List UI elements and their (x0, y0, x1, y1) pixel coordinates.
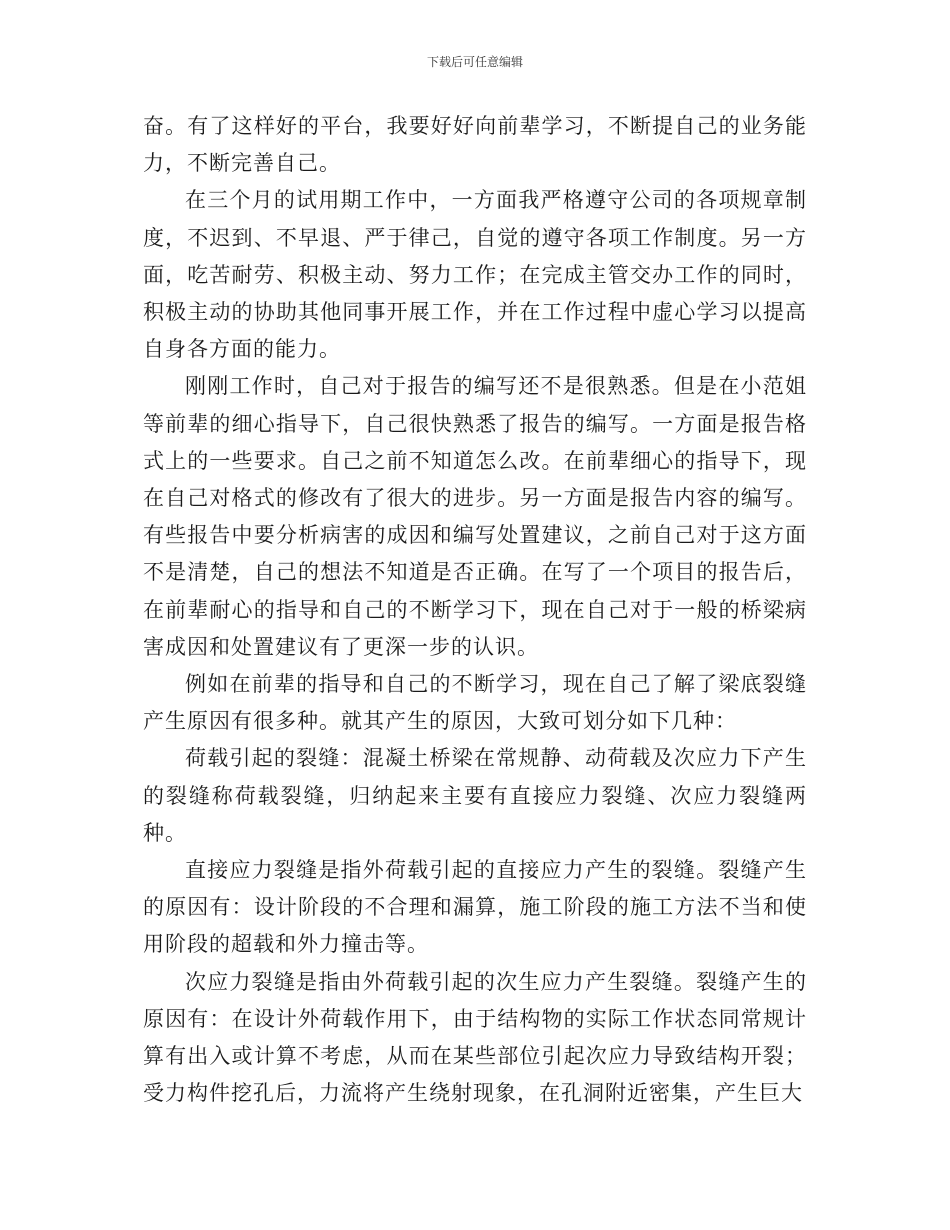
paragraph-secondary-stress-cracks: 次应力裂缝是指由外荷载引起的次生应力产生裂缝。裂缝产生的原因有：在设计外荷载作用下，由于结构物的实际工作状态同常规计算有出入或计算不考虑，从而在某些部位引起次应力导致结构开裂；受力构件挖孔后，力流将产生绕射现象，在孔洞附近密集，产生巨大 (143, 969, 807, 1106)
paragraph-report-writing: 刚刚工作时，自己对于报告的编写还不是很熟悉。但是在小范姐等前辈的细心指导下，自己很快熟悉了报告的编写。一方面是报告格式上的一些要求。自己之前不知道怎么改。在前辈细心的指导下，现在自己对格式的修改有了很大的进步。另一方面是报告内容的编写。有些报告中要分析病害的成因和编写处置建议，之前自己对于这方面不是清楚，自己的想法不知道是否正确。在写了一个项目的报告后，在前辈耐心的指导和自己的不断学习下，现在自己对于一般的桥梁病害成因和处置建议有了更深一步的认识。 (143, 374, 807, 659)
paragraph-probation-work: 在三个月的试用期工作中，一方面我严格遵守公司的各项规章制度，不迟到、不早退、严于律己，自觉的遵守各项工作制度。另一方面，吃苦耐劳、积极主动、努力工作；在完成主管交办工作的同时，积极主动的协助其他同事开展工作，并在工作过程中虚心学习以提高自身各方面的能力。 (143, 188, 807, 362)
paragraph-direct-stress-cracks: 直接应力裂缝是指外荷载引起的直接应力产生的裂缝。裂缝产生的原因有：设计阶段的不合理和漏算，施工阶段的施工方法不当和使用阶段的超载和外力撞击等。 (143, 858, 807, 957)
paragraph-continuation: 奋。有了这样好的平台，我要好好向前辈学习，不断提自己的业务能力，不断完善自己。 (143, 114, 807, 176)
paragraph-crack-causes-intro: 例如在前辈的指导和自己的不断学习，现在自己了解了梁底裂缝产生原因有很多种。就其产生的原因，大致可划分如下几种： (143, 672, 807, 734)
paragraph-load-cracks: 荷载引起的裂缝：混凝土桥梁在常规静、动荷载及次应力下产生的裂缝称荷载裂缝，归纳起来主要有直接应力裂缝、次应力裂缝两种。 (143, 746, 807, 845)
page-header-note: 下载后可任意编辑 (426, 55, 523, 69)
document-body (143, 108, 807, 1112)
